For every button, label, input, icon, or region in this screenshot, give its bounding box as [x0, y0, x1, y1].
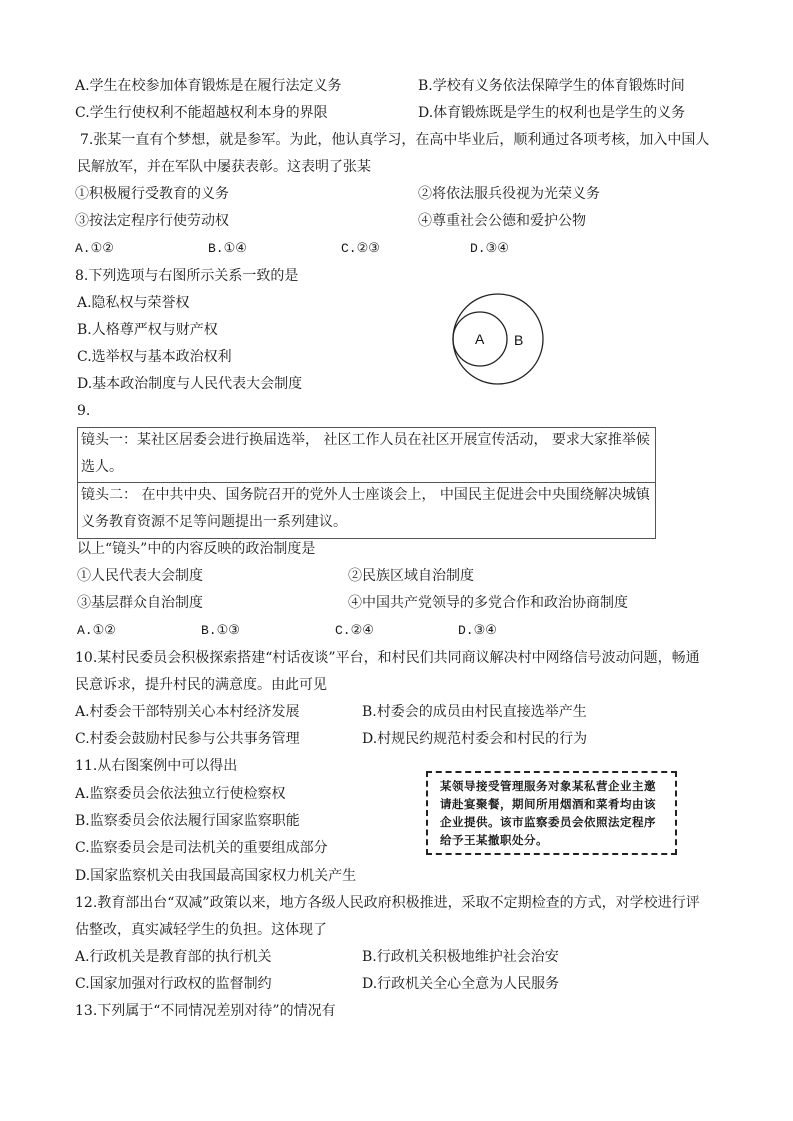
q7-statement-2: ②将依法服兵役视为光荣义务 [418, 186, 600, 202]
q9-number: 9. [77, 403, 91, 419]
q9-option-a: A.①② [77, 623, 116, 638]
venn-outer-circle [453, 294, 543, 384]
q11-option-b: B.监察委员会依法履行国家监察职能 [75, 813, 300, 829]
q9-statement-1: ①人民代表大会制度 [77, 568, 203, 584]
q10-option-c: C.村委会鼓励村民参与公共事务管理 [75, 731, 300, 747]
q11-notice-line2: 请赴宴聚餐，期间所用烟酒和菜肴均由该 [440, 797, 656, 811]
q8-stem: 8.下列选项与右图所示关系一致的是 [75, 268, 299, 284]
q9-shot2-line2: 义务教育资源不足等问题提出一系列建议。 [81, 514, 347, 530]
q9-stem: 以上“镜头”中的内容反映的政治制度是 [77, 541, 316, 557]
q11-case-notice [426, 771, 677, 855]
q12-option-b: B.行政机关积极地维护社会治安 [362, 949, 559, 965]
q6-option-b: B.学校有义务依法保障学生的体育锻炼时间 [418, 78, 685, 94]
q8-option-d: D.基本政治制度与人民代表大会制度 [77, 376, 303, 392]
q12-option-a: A.行政机关是教育部的执行机关 [75, 949, 272, 965]
q12-option-c: C.国家加强对行政权的监督制约 [75, 976, 272, 992]
q11-option-c: C.监察委员会是司法机关的重要组成部分 [75, 840, 328, 856]
q8-option-a: A.隐私权与荣誉权 [77, 295, 190, 311]
q12-stem-line1: 12.教育部出台“双减”政策以来，地方各级人民政府积极推进，采取不定期检查的方式，对学校进行评 [75, 895, 700, 911]
q7-statement-3: ③按法定程序行使劳动权 [75, 213, 229, 229]
q9-statement-4: ④中国共产党领导的多党合作和政治协商制度 [348, 595, 628, 611]
q9-box-divider [78, 482, 655, 483]
q9-shot2-line1: 镜头二： 在中共中央、国务院召开的党外人士座谈会上， 中国民主促进会中央围绕解决城镇 [81, 487, 650, 503]
q9-shot1-line2: 选人。 [81, 459, 123, 475]
q7-option-c: C.②③ [341, 241, 380, 256]
q11-notice-line1: 某领导接受管理服务对象某私营企业主邀 [440, 779, 656, 793]
q9-shot1-line1: 镜头一：某社区居委会进行换届选举， 社区工作人员在社区开展宣传活动， 要求大家推举候 [81, 432, 650, 448]
q11-notice-line4: 给予王某撤职处分。 [440, 833, 548, 847]
q11-stem: 11.从右图案例中可以得出 [75, 758, 238, 774]
q10-stem-line1: 10.某村民委员会积极探索搭建“村话夜谈”平台，和村民们共同商议解决村中网络信号波动问题，畅通 [75, 650, 700, 666]
q9-option-b: B.①③ [201, 623, 240, 638]
q9-scene-box [77, 427, 656, 539]
q12-stem-line2: 估整改，真实减轻学生的负担。这体现了 [75, 922, 327, 938]
q10-option-d: D.村规民约规范村委会和村民的行为 [362, 731, 588, 747]
q7-option-a: A.①② [75, 241, 114, 256]
q11-option-a: A.监察委员会依法独立行使检察权 [75, 786, 286, 802]
q7-statement-4: ④尊重社会公德和爱护公物 [418, 213, 586, 229]
q7-stem-line1: 7.张某一直有个梦想，就是参军。为此，他认真学习，在高中毕业后，顺利通过各项考核，加入中国人 [80, 132, 710, 148]
q11-notice-line3: 企业提供。该市监察委员会依照法定程序 [440, 815, 656, 829]
q8-option-c: C.选举权与基本政治权利 [77, 349, 232, 365]
q13-stem: 13.下列属于“不同情况差别对待”的情况有 [75, 1003, 336, 1019]
q6-option-d: D.体育锻炼既是学生的权利也是学生的义务 [418, 105, 686, 121]
q9-statement-3: ③基层群众自治制度 [77, 595, 203, 611]
q7-option-d: D.③④ [470, 241, 509, 256]
q7-stem-line2: 民解放军，并在军队中屡获表彰。这表明了张某 [77, 159, 371, 175]
venn-diagram [448, 290, 548, 390]
q11-option-d: D.国家监察机关由我国最高国家权力机关产生 [75, 868, 357, 884]
q9-option-d: D.③④ [458, 623, 497, 638]
q9-statement-2: ②民族区域自治制度 [348, 568, 474, 584]
q8-option-b: B.人格尊严权与财产权 [77, 322, 218, 338]
q9-option-c: C.②④ [335, 623, 374, 638]
q7-statement-1: ①积极履行受教育的义务 [75, 186, 229, 202]
q6-option-c: C.学生行使权利不能超越权利本身的界限 [75, 105, 328, 121]
venn-label-a: A [475, 331, 485, 347]
q6-option-a: A.学生在校参加体育锻炼是在履行法定义务 [75, 78, 342, 94]
q12-option-d: D.行政机关全心全意为人民服务 [362, 976, 560, 992]
q10-option-b: B.村委会的成员由村民直接选举产生 [362, 704, 587, 720]
venn-label-b: B [514, 332, 524, 348]
q10-stem-line2: 民意诉求，提升村民的满意度。由此可见 [75, 677, 327, 693]
q7-option-b: B.①④ [208, 241, 247, 256]
q10-option-a: A.村委会干部特别关心本村经济发展 [75, 704, 300, 720]
